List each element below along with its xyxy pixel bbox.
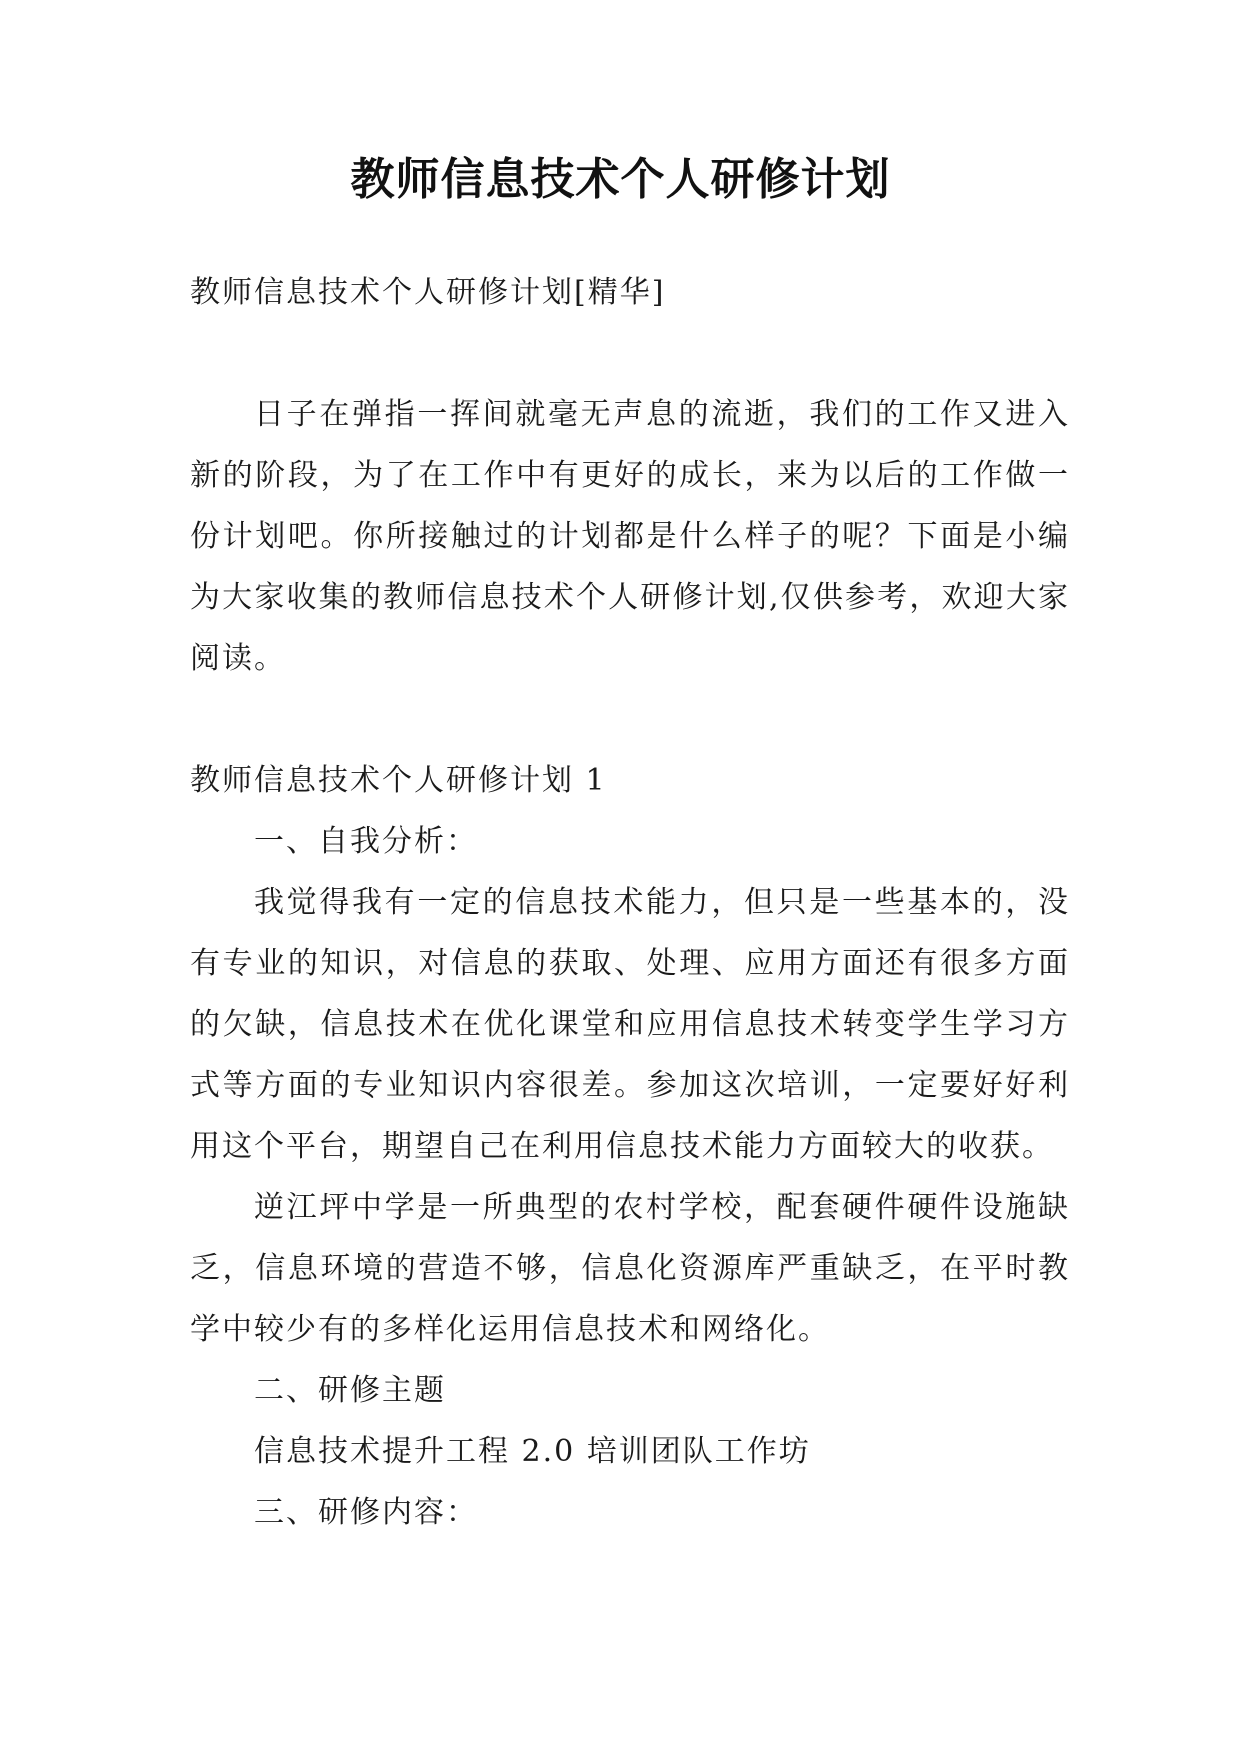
part2-text: 信息技术提升工程 2.0 培训团队工作坊 [254, 1434, 811, 1469]
part1-paragraph-1: 我觉得我有一定的信息技术能力，但只是一些基本的，没有专业的知识，对信息的获取、处理、应用方面还有很多方面的欠缺，信息技术在优化课堂和应用信息技术转变学生学习方式等方面的专业知识内容很差。参加这次培训，一定要好好利用这个平台，期望自己在利用信息技术能力方面较大的收获。 [190, 885, 1070, 1164]
section-heading: 教师信息技术个人研修计划 1 [190, 763, 607, 798]
intro-paragraph: 日子在弹指一挥间就毫无声息的流逝，我们的工作又进入新的阶段，为了在工作中有更好的成长，来为以后的工作做一份计划吧。你所接触过的计划都是什么样子的呢？下面是小编为大家收集的教师信息技术个人研修计划,仅供参考，欢迎大家阅读。 [190, 397, 1070, 676]
part3-heading: 三、研修内容： [254, 1495, 478, 1530]
document-title: 教师信息技术个人研修计划 [350, 154, 891, 205]
part2-heading: 二、研修主题 [254, 1373, 446, 1408]
part1-heading: 一、自我分析： [254, 824, 478, 859]
document-body [190, 262, 1070, 1543]
part1-paragraph-2: 逆江坪中学是一所典型的农村学校，配套硬件硬件设施缺乏，信息环境的营造不够，信息化资源库严重缺乏，在平时教学中较少有的多样化运用信息技术和网络化。 [190, 1190, 1070, 1347]
document-subtitle: 教师信息技术个人研修计划[精华] [190, 275, 666, 310]
spacer [190, 689, 1070, 750]
spacer [190, 323, 1070, 384]
